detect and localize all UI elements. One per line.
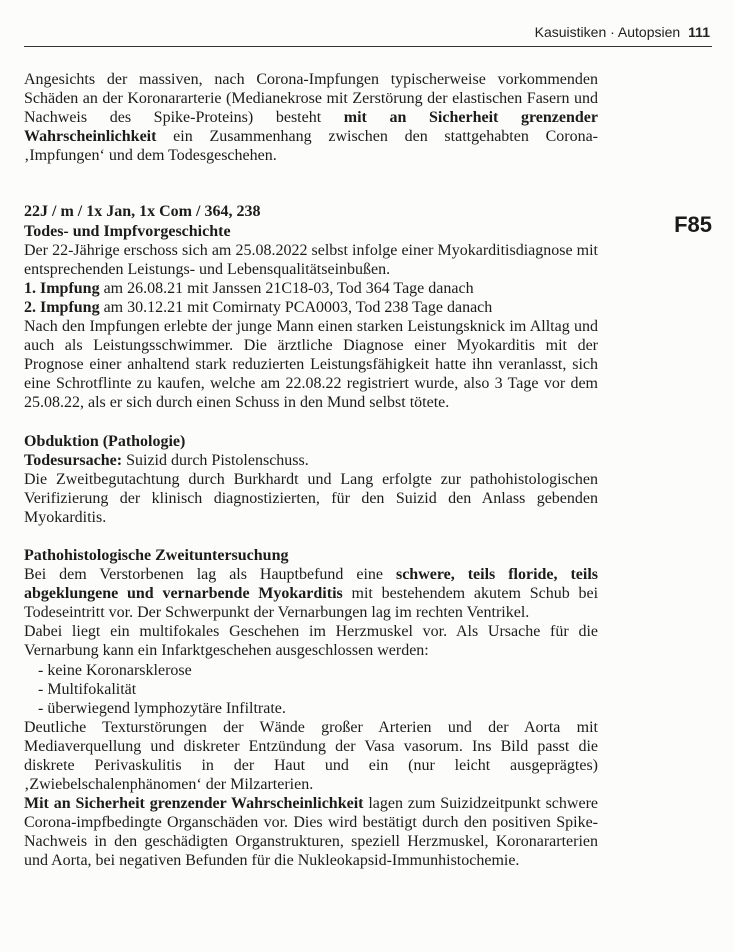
case-id-line	[24, 202, 598, 221]
list-item: - überwiegend lymphozytäre Infiltrate.	[38, 699, 286, 717]
history-paragraph: Der 22-Jährige erschoss sich am 25.08.2022 selbst infolge einer Myokarditisdiagnose mit entsprechenden Leistungs- und Lebensqualitätseinbußen.	[24, 241, 598, 278]
list-item: - Multifokalität	[38, 680, 137, 698]
histology-heading-text: Pathohistologische Zweituntersuchung	[24, 546, 289, 564]
intro-text-1: Angesichts der massiven, nach Corona-Impfungen typischerweise vorkommenden Schäden an der Koronararterie (Medianekrose mit Zerstörung der elastischen Fasern und Nachweis des Spike-Proteins) besteht	[24, 71, 598, 127]
cause-of-death	[24, 451, 598, 470]
histology-paragraph-1	[24, 565, 598, 622]
running-header	[0, 18, 734, 48]
history-paragraph-2: Nach den Impfungen erlebte der junge Mann einen starken Leistungsknick im Alltag und auch als Leistungsschwimmer. Die ärztliche Diagnose einer Myokarditis mit der Prognose einer anhaltend stark reduzierten Leistungsfähigkeit hatte ihn veranlasst, sich eine Schrotflinte zu kaufen, welche am 22.08.22 registriert wurde, also 3 Tage vor dem 25.08.22, als er sich durch einen Schuss in den Mund selbst tötete.	[24, 318, 598, 412]
case-id-line-text: 22J / m / 1x Jan, 1x Com / 364, 238	[24, 203, 261, 221]
page-number: 111	[688, 24, 710, 40]
intro-paragraph	[24, 70, 598, 165]
spacer	[24, 413, 598, 432]
history-heading-text: Todes- und Impfvorgeschichte	[24, 222, 231, 240]
vaccination-2-label: 2. Impfung	[24, 298, 100, 316]
header-section: Kasuistiken · Autopsien	[534, 24, 681, 40]
histology-heading	[24, 546, 598, 565]
intro-text-2: ein Zusammenhang zwischen den stattgehabten Corona-‚Impfungen‘ und dem Todesgeschehen.	[24, 128, 598, 165]
spacer	[24, 527, 598, 546]
autopsy-heading	[24, 432, 598, 451]
histology-paragraph-3: Deutliche Texturstörungen der Wände großer Arterien und der Aorta mit Mediaverquellung und diskreter Entzündung der Vasa vasorum. Ins Bild passt die diskrete Perivaskulitis in der Haut und ein (nur leicht ausgeprägtes) ‚Zwiebelschalenphänomen‘ der Milzarterien.	[24, 718, 598, 794]
header-rule	[24, 46, 712, 47]
header-text	[535, 24, 710, 40]
histology-p4-text: lagen zum Suizidzeitpunkt schwere Corona-impfbedingte Organschäden vor. Dies wird bestätigt durch den positiven Spike-Nachweis in den geschädigten Organstrukturen, speziell Herzmuskel, Koronararterien und Aorta, bei negativen Befunden für die Nukleokapsid-Immunhistochemie.	[24, 795, 598, 870]
vaccination-2	[24, 298, 598, 317]
intro-bold: mit an Sicherheit grenzender Wahrscheinlichkeit	[24, 109, 598, 146]
main-content	[24, 70, 598, 871]
spacer	[24, 165, 598, 202]
vaccination-1	[24, 279, 598, 298]
histology-p1-text-1: Bei dem Verstorbenen lag als Hauptbefund eine	[24, 566, 396, 584]
autopsy-heading-text: Obduktion (Pathologie)	[24, 432, 186, 450]
cause-of-death-label: Todesursache:	[24, 451, 123, 469]
vaccination-2-text: am 30.12.21 mit Comirnaty PCA0003, Tod 238 Tage danach	[99, 298, 493, 316]
case-id-label: F85	[674, 212, 712, 237]
histology-p4-bold: Mit an Sicherheit grenzender Wahrscheinlichkeit	[24, 795, 364, 813]
list-item: - keine Koronarsklerose	[38, 661, 192, 679]
autopsy-paragraph: Die Zweitbegutachtung durch Burkhardt und Lang erfolgte zur pathohistologischen Verifizierung der klinisch diagnostizierten, für den Suizid den Anlass gebenden Myokarditis.	[24, 470, 598, 526]
histology-paragraph-4	[24, 794, 598, 870]
histology-p1-text-2: mit bestehendem akutem Schub bei Todeseintritt vor. Der Schwerpunkt der Vernarbungen lag im rechten Ventrikel.	[24, 585, 599, 622]
vaccination-1-text: am 26.08.21 mit Janssen 21C18-03, Tod 364 Tage danach	[99, 279, 474, 297]
histology-p1-bold: schwere, teils floride, teils abgeklungene und vernarbende Myokarditis	[24, 566, 598, 603]
history-heading	[24, 222, 598, 241]
vaccination-1-label: 1. Impfung	[24, 279, 100, 297]
cause-of-death-text: Suizid durch Pistolenschuss.	[122, 451, 309, 469]
histology-paragraph-2: Dabei liegt ein multifokales Geschehen im Herzmuskel vor. Als Ursache für die Vernarbung kann ein Infarktgeschehen ausgeschlossen werden:	[24, 623, 598, 660]
